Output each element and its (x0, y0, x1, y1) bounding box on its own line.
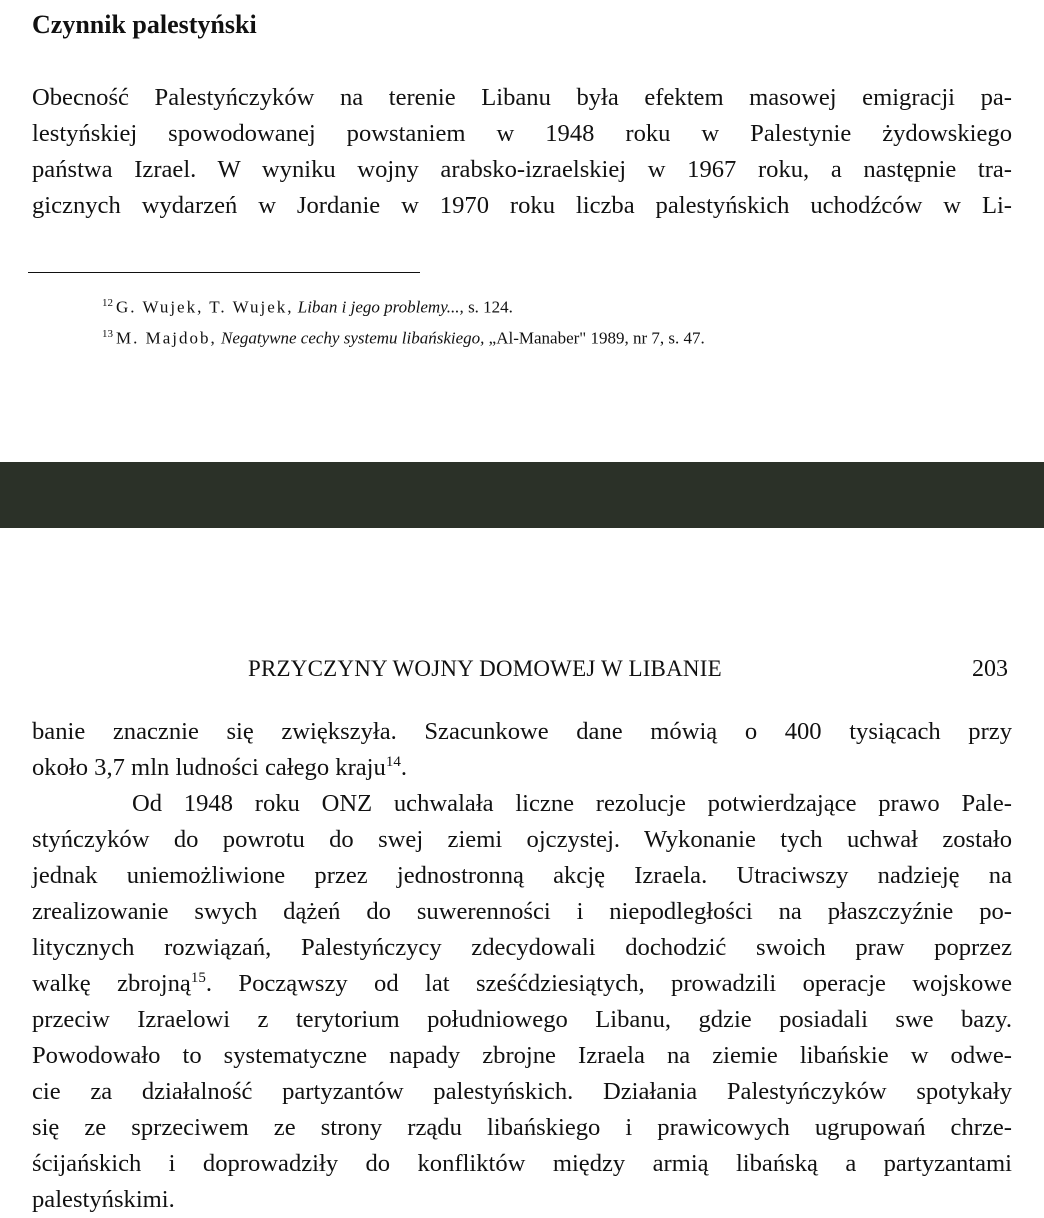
footnote-reference: 14 (385, 753, 401, 770)
paragraph-line: ścijańskich i doprowadziły do konfliktów między armią libańską a partyzantami (32, 1150, 1012, 1177)
paragraph-line: zrealizowanie swych dążeń do suwerenności i niepodległości na płaszczyźnie po- (32, 898, 1012, 925)
page-divider-band (0, 462, 1044, 528)
paragraph-line: lestyńskiej spowodowanej powstaniem w 1948 roku w Palestynie żydowskiego (32, 120, 1012, 147)
lower-page-fragment (0, 528, 1044, 1213)
footnote-author: G. Wujek, T. Wujek, (116, 297, 294, 317)
paragraph-line: litycznych rozwiązań, Palestyńczycy zdecydowali dochodzić swoich praw poprzez (32, 934, 1012, 961)
footnote-rest: „Al-Manaber" 1989, nr 7, s. 47. (484, 328, 705, 348)
footnote-separator (28, 272, 420, 273)
running-head: PRZYCZYNY WOJNY DOMOWEJ W LIBANIE (248, 656, 722, 681)
paragraph-line (32, 750, 1012, 786)
footnote-number: 13 (102, 327, 113, 340)
paragraph-line: styńczyków do powrotu do swej ziemi ojczystej. Wykonanie tych uchwał zostało (32, 826, 1012, 853)
footnote-title: Negatywne cechy systemu libańskiego, (221, 328, 485, 348)
footnotes (102, 290, 705, 351)
paragraph-line: się ze sprzeciwem ze strony rządu libańskiego i prawicowych ugrupowań chrze- (32, 1114, 1012, 1141)
paragraph-line: banie znacznie się zwiększyła. Szacunkowe dane mówią o 400 tysiącach przy (32, 718, 1012, 745)
section-heading: Czynnik palestyński (32, 10, 257, 39)
line-text: walkę zbrojną (32, 970, 191, 997)
paragraph-line: przeciw Izraelowi z terytorium południowego Libanu, gdzie posiadali swe bazy. (32, 1006, 1012, 1033)
upper-page-fragment (0, 0, 1044, 462)
footnote-reference: 15 (190, 969, 206, 986)
paragraph-line: gicznych wydarzeń w Jordanie w 1970 roku liczba palestyńskich uchodźców w Li- (32, 192, 1012, 219)
paragraph-line: palestyńskimi. (32, 1186, 175, 1213)
line-text: około 3,7 mln ludności całego kraju (32, 754, 386, 781)
footnote-number: 12 (102, 297, 113, 309)
paragraph-line: Powodowało to systematyczne napady zbrojne Izraela na ziemie libańskie w odwe- (32, 1042, 1012, 1069)
body-paragraphs (32, 714, 1012, 1218)
line-text: . (400, 754, 407, 781)
page-number: 203 (972, 656, 1008, 682)
line-text: . Począwszy od lat sześćdziesiątych, prowadzili operacje wojskowe (205, 970, 1012, 997)
paragraph-line: cie za działalność partyzantów palestyńskich. Działania Palestyńczyków spotykały (32, 1078, 1012, 1105)
paragraph-line: państwa Izrael. W wyniku wojny arabsko-izraelskiej w 1967 roku, a następnie tra- (32, 156, 1012, 183)
paragraph-line: jednak uniemożliwione przez jednostronną akcję Izraela. Utraciwszy nadzieję na (32, 862, 1012, 889)
footnote-title: Liban i jego problemy..., (297, 297, 464, 317)
footnote-12 (102, 290, 705, 321)
footnote-13 (102, 321, 705, 352)
top-paragraph (32, 80, 1012, 224)
paragraph-line: Od 1948 roku ONZ uchwalała liczne rezolucje potwierdzające prawo Pale- (132, 790, 1012, 817)
paragraph-line (32, 966, 1012, 1002)
paragraph-line: Obecność Palestyńczyków na terenie Libanu była efektem masowej emigracji pa- (32, 84, 1012, 111)
footnote-rest: s. 124. (463, 297, 513, 317)
footnote-author: M. Majdob, (116, 328, 217, 348)
